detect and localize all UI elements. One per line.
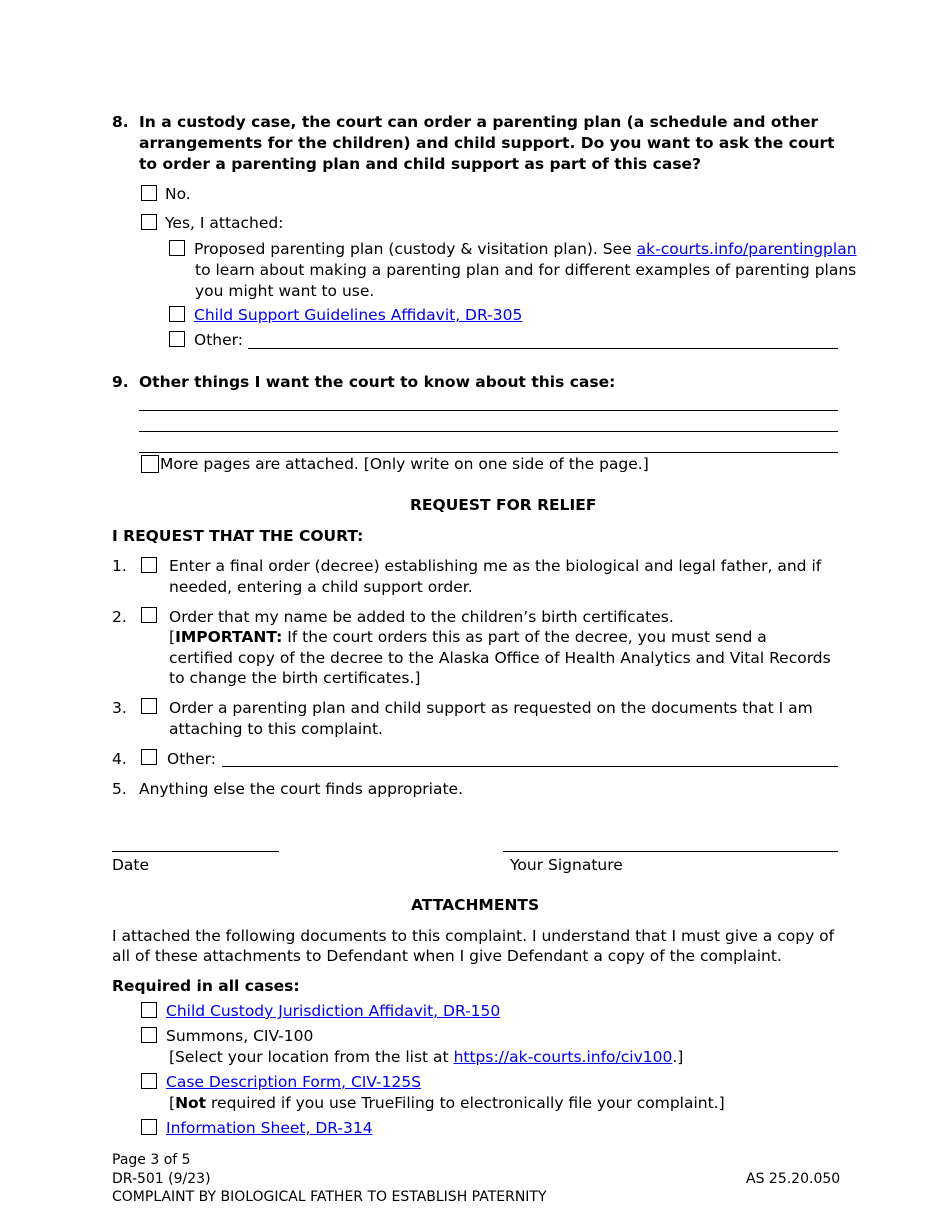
parenting-plan-link[interactable]: ak-courts.info/parentingplan: [636, 240, 857, 258]
date-line[interactable]: [112, 851, 279, 852]
more-pages-checkbox[interactable]: [141, 455, 159, 473]
q8-other-input-line[interactable]: [248, 348, 838, 349]
relief-item1-line1: Enter a final order (decree) establishing me as the biological and legal father, and if: [169, 557, 822, 575]
q8-no-checkbox[interactable]: [141, 185, 157, 201]
summons-note-pre: [Select your location from the list at: [169, 1048, 454, 1066]
relief-subheading: I REQUEST THAT THE COURT:: [112, 527, 364, 545]
case-description-note-post: required if you use TrueFiling to electronically file your complaint.]: [206, 1094, 725, 1112]
q8-number: 8.: [112, 113, 129, 131]
q9-number: 9.: [112, 373, 129, 391]
q8-text-line1: In a custody case, the court can order a parenting plan (a schedule and other: [139, 113, 819, 131]
parenting-plan-line3: you might want to use.: [195, 282, 375, 300]
attachments-intro-line2: all of these attachments to Defendant when I give Defendant a copy of the complaint.: [112, 947, 782, 965]
parenting-plan-text: Proposed parenting plan (custody & visitation plan). See: [194, 240, 637, 258]
summons-note: [169, 1047, 683, 1067]
relief-item2-number: 2.: [112, 608, 127, 626]
parenting-plan-checkbox[interactable]: [169, 240, 185, 256]
relief-heading: REQUEST FOR RELIEF: [410, 496, 597, 514]
relief-item2-important: IMPORTANT:: [175, 628, 283, 646]
case-description-link[interactable]: Case Description Form, CIV-125S: [166, 1073, 422, 1091]
relief-item3-number: 3.: [112, 699, 127, 717]
relief-item2-line3: certified copy of the decree to the Alaska Office of Health Analytics and Vital Records: [169, 649, 831, 667]
case-description-note-bold: Not: [175, 1094, 207, 1112]
q9-answer-line-2[interactable]: [139, 431, 838, 432]
summons-label: Summons, CIV-100: [166, 1027, 314, 1045]
relief-item2-line4: to change the birth certificates.]: [169, 669, 421, 687]
case-description-note-pre: [: [169, 1094, 176, 1112]
information-sheet-link[interactable]: Information Sheet, DR-314: [166, 1119, 373, 1137]
relief-item1-line2: needed, entering a child support order.: [169, 578, 473, 596]
q8-text-line2: arrangements for the children) and child support. Do you want to ask the court: [139, 134, 835, 152]
footer-statute: AS 25.20.050: [746, 1171, 841, 1187]
custody-affidavit-link[interactable]: Child Custody Jurisdiction Affidavit, DR-150: [166, 1002, 501, 1020]
relief-item3-checkbox[interactable]: [141, 698, 157, 714]
summons-checkbox[interactable]: [141, 1027, 157, 1043]
q9-answer-line-3[interactable]: [139, 452, 838, 453]
relief-item4-number: 4.: [112, 750, 127, 768]
attachments-heading: ATTACHMENTS: [411, 896, 540, 914]
q9-answer-line-1[interactable]: [139, 410, 838, 411]
custody-affidavit-checkbox[interactable]: [141, 1002, 157, 1018]
case-description-note: [169, 1093, 725, 1113]
case-description-checkbox[interactable]: [141, 1073, 157, 1089]
relief-item4-checkbox[interactable]: [141, 749, 157, 765]
relief-item2-line1: Order that my name be added to the children’s birth certificates.: [169, 608, 674, 626]
relief-item2-line2-rest: If the court orders this as part of the decree, you must send a: [282, 628, 767, 646]
relief-item2-line2: [169, 627, 767, 647]
footer-form-title: COMPLAINT BY BIOLOGICAL FATHER TO ESTABLISH PATERNITY: [112, 1189, 547, 1205]
parenting-plan-line2: to learn about making a parenting plan and for different examples of parenting plans: [195, 261, 857, 279]
q8-yes-checkbox[interactable]: [141, 214, 157, 230]
relief-item4-input-line[interactable]: [222, 766, 838, 767]
parenting-plan-line1: [194, 239, 857, 259]
relief-item3-line2: attaching to this complaint.: [169, 720, 383, 738]
required-heading: Required in all cases:: [112, 977, 300, 995]
q8-no-label: No.: [165, 185, 191, 203]
relief-item3-line1: Order a parenting plan and child support as requested on the documents that I am: [169, 699, 813, 717]
q9-title: Other things I want the court to know about this case:: [139, 373, 616, 391]
relief-item1-number: 1.: [112, 557, 127, 575]
child-support-affidavit-link[interactable]: Child Support Guidelines Affidavit, DR-305: [194, 306, 523, 324]
footer-page-number: Page 3 of 5: [112, 1152, 191, 1168]
relief-item4-label: Other:: [167, 750, 216, 768]
q8-yes-label: Yes, I attached:: [165, 214, 284, 232]
q8-text-line3: to order a parenting plan and child support as part of this case?: [139, 155, 702, 173]
relief-item5-text: Anything else the court finds appropriate.: [139, 780, 464, 798]
relief-item5-number: 5.: [112, 780, 127, 798]
relief-item1-checkbox[interactable]: [141, 557, 157, 573]
footer-form-id: DR-501 (9/23): [112, 1171, 211, 1187]
relief-item2-bracket: [: [169, 628, 176, 646]
civ100-link[interactable]: https://ak-courts.info/civ100: [453, 1048, 673, 1066]
information-sheet-checkbox[interactable]: [141, 1119, 157, 1135]
date-label: Date: [112, 856, 150, 874]
relief-item2-checkbox[interactable]: [141, 607, 157, 623]
signature-line[interactable]: [503, 851, 838, 852]
signature-label: Your Signature: [510, 856, 623, 874]
child-support-checkbox[interactable]: [169, 306, 185, 322]
attachments-intro-line1: I attached the following documents to this complaint. I understand that I must give a copy of: [112, 927, 835, 945]
q8-other-checkbox[interactable]: [169, 331, 185, 347]
summons-note-post: .]: [672, 1048, 684, 1066]
more-pages-label: More pages are attached. [Only write on one side of the page.]: [160, 455, 649, 473]
q8-other-label: Other:: [194, 331, 243, 349]
